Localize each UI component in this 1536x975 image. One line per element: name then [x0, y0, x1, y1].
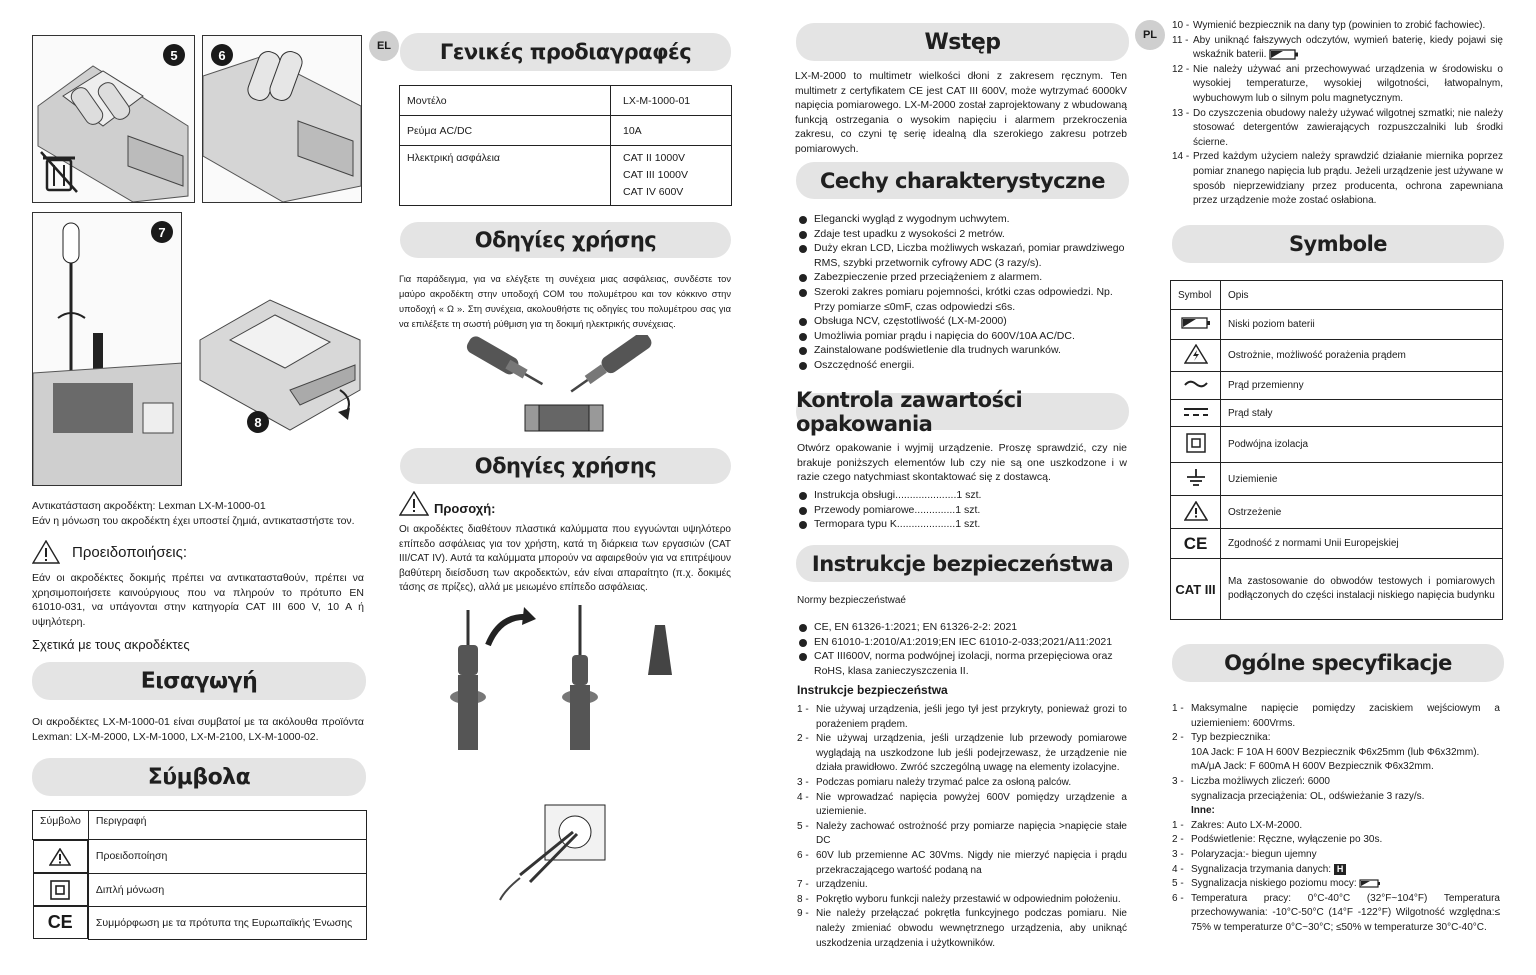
item-text: Do czyszczenia obudowy należy używać wilgotnej szmatki; nie należy stosować detergentów zawierających rozpuszczalniki lub środki ścierne. [1193, 107, 1503, 148]
list-item [797, 893, 1127, 908]
item-text: Typ bezpiecznika: [1191, 732, 1271, 744]
list-item [797, 791, 1127, 820]
intro-text-el: Οι ακροδέκτες LX-M-1000-01 είναι συμβατοί με τα ακόλουθα προϊόντα Lexman: LX-M-2000, LX-M-1000, LX-M-2100, LX-M-1000-02. [32, 716, 364, 743]
section-title-contents-pl: Kontrola zawartości opakowania [796, 393, 1129, 430]
item-number: 6 - [1172, 892, 1184, 904]
double-insulation-icon [50, 880, 70, 900]
list-item [1172, 790, 1500, 805]
ce-mark-icon: CE [1183, 533, 1208, 553]
item-text: Nie należy używać ani przechowywać urządzenia w środowisku o wysokiej temperaturze, wysokiej wilgotności, łatwopalnym, wybuchowym lub o silnym polu magnetycznym. [1193, 63, 1503, 104]
photo-probe-replacement [32, 212, 182, 486]
language-badge-pl: PL [1135, 20, 1165, 50]
item-number: 5 - [1172, 878, 1184, 890]
warning-icon [1184, 501, 1208, 521]
warnings-heading [32, 540, 187, 564]
list-item: CAT III600V, norma podwójnej izolacji, norma przepięciowa oraz RoHS, klasa zanieczyszczenia II. [797, 649, 1127, 678]
item-text: mA/μA Jack: F 600mA H 600V Bezpiecznik Φ6x32mm. [1191, 761, 1434, 773]
photo-battery-removal [32, 35, 195, 203]
spec-value-line: CAT III 1000V [623, 169, 688, 181]
list-item [797, 776, 1127, 791]
symbol-cell [33, 873, 88, 906]
section-title-usage-el: Οδηγίες χρήσης [400, 222, 731, 258]
symbol-desc: Ma zastosowanie do obwodów testowych i pomiarowych podłączonych do części instalacji niskiego napięcia budynku [1221, 559, 1503, 620]
low-battery-icon [1181, 317, 1211, 329]
symbols-table-pl [1170, 280, 1503, 620]
section-title-symbols-pl: Symbole [1172, 225, 1504, 263]
item-text-wrap [1193, 34, 1503, 63]
list-item [1172, 848, 1500, 863]
item-text: Nie wprowadzać napięcia powyżej 600V pomiędzy urządzenie a uziemienie. [816, 791, 1127, 818]
list-item: Duży ekran LCD, Liczba możliwych wskazań, pomiar prawdziwego RMS, szybki przetwornik cyfrowy ADC (3 razy/s). [797, 241, 1127, 270]
section-title-symbols-el: Σύμβολα [32, 758, 366, 796]
step-badge-5: 5 [163, 44, 185, 66]
list-item [1172, 63, 1503, 107]
spec-value [611, 146, 732, 206]
warning-icon [49, 848, 71, 866]
item-number: 1 - [1172, 819, 1184, 831]
symbols-header-symbol: Σύμβολο [33, 811, 89, 840]
section-title-general-pl: Ogólne specyfikacje [1172, 644, 1504, 682]
symbol-desc: Uziemienie [1221, 463, 1503, 496]
ce-mark-icon: CE [47, 912, 73, 932]
list-item [797, 820, 1127, 849]
symbol-cell [1171, 340, 1221, 372]
list-item [1172, 107, 1503, 151]
ac-icon [1184, 379, 1208, 389]
symbol-cell [1171, 400, 1221, 427]
symbol-desc: Prąd stały [1221, 400, 1503, 427]
item-number [1172, 790, 1191, 805]
item-number: 11 - [1172, 34, 1189, 46]
spec-value-line: CAT II 1000V [623, 152, 686, 164]
photo-battery-insert [202, 35, 362, 203]
item-number: 12 - [1172, 63, 1190, 75]
list-item: Termopara typu K....................1 szt. [797, 517, 1127, 532]
list-item [797, 703, 1127, 732]
section-title-specs-el: Γενικές προδιαγραφές [400, 33, 731, 71]
item-number: 4 - [797, 791, 809, 803]
item-text: 60V lub przemienne AC 30Vms. Nigdy nie mierzyć napięcia i prądu przekraczającego wartość podaną na [816, 849, 1127, 876]
warning-icon [32, 540, 60, 564]
item-number: 2 - [797, 733, 809, 745]
symbol-desc: Podwójna izolacja [1221, 427, 1503, 463]
caption-line-1: Αντικατάσταση ακροδέκτη: Lexman LX-M-1000-01 [32, 500, 266, 512]
item-number: 14 - [1172, 151, 1190, 163]
symbol-cell [1171, 529, 1221, 559]
symbol-cell [1171, 463, 1221, 496]
list-item: Obsługa NCV, częstotliwość (LX-M-2000) [797, 314, 1127, 329]
caution-text-el: Οι ακροδέκτες διαθέτουν πλαστικά καλύμματα που εγγυώνται υψηλότερο επίπεδο ασφάλειας για τον χρήστη, κατά τη διάρκεια των εργασιών (CAT III/CAT IV). Αυτά τα καλύμματα μπορούν να αφαιρεθούν για να επιτρέψουν βαθύτερη διείσδυση των ακροδεκτών, εάν είναι απαραίτητο (π.χ. δοκιμές τάσης σε πρίζες), αλλά με μειωμένο επίπεδο ασφάλειας. [399, 524, 731, 594]
symbol-cell [1171, 372, 1221, 400]
item-number [1172, 804, 1191, 819]
symbols-header-desc: Opis [1221, 281, 1503, 310]
warnings-title: Προειδοποιήσεις: [72, 543, 188, 561]
list-item: Zdaje test upadku z wysokości 2 metrów. [797, 227, 1127, 242]
list-item: Umożliwia pomiar prądu i napięcia do 600V/10A AC/DC. [797, 329, 1127, 344]
section-title-intro-el: Εισαγωγή [32, 662, 366, 700]
symbol-cell [33, 906, 88, 939]
item-text: Zakres: Auto LX-M-2000. [1191, 819, 1303, 831]
list-item [797, 849, 1127, 878]
fuse-test-illustration [455, 335, 665, 445]
symbol-desc: Ostrzeżenie [1221, 496, 1503, 529]
list-item [797, 907, 1127, 951]
symbols-header-desc: Περιγραφή [88, 811, 366, 840]
about-probes: Σχετικά με τους ακροδέκτες [32, 637, 190, 652]
spec-value-line: CAT IV 600V [623, 186, 684, 198]
item-number: 9 - [797, 908, 809, 920]
section-title-features-pl: Cechy charakterystyczne [796, 162, 1129, 199]
item-text: Wymienić bezpiecznik na dany typ (powinien to zrobić fachowiec). [1193, 20, 1486, 31]
item-number: 8 - [797, 893, 809, 905]
list-item [1172, 819, 1500, 834]
list-item: Elegancki wygląd z wygodnym uchwytem. [797, 212, 1127, 227]
photo-meter-stand [190, 280, 366, 450]
item-number: 7 - [797, 879, 809, 891]
list-item [1172, 804, 1500, 819]
symbol-cell [33, 840, 88, 873]
symbol-cell [1171, 310, 1221, 340]
list-item [1172, 150, 1503, 208]
list-item [1172, 746, 1500, 761]
caution-title: Προσοχή: [434, 501, 496, 516]
list-item [1172, 731, 1500, 746]
low-battery-icon [1359, 879, 1381, 888]
list-item [1172, 833, 1500, 848]
list-item [1172, 19, 1503, 34]
list-item: CE, EN 61326-1:2021; EN 61326-2-2: 2021 [797, 620, 1127, 635]
symbols-table-el [32, 810, 367, 940]
dc-icon [1183, 407, 1209, 417]
item-text: sygnalizacja przeciążenia: OL, odświeżanie 3 razy/s. [1191, 790, 1425, 802]
item-text: Nie używaj urządzenia, jeśli urządzenie lub przewody pomiarowe wyglądają na uszkodzone lub jeśli podejrzewasz, że urządzenie nie działa prawidłowo. Zwróć szczególną uwagę na elementy izolacyjne. [816, 733, 1127, 774]
list-item: Instrukcja obsługi.....................1 szt. [797, 488, 1127, 503]
list-item [1172, 892, 1500, 936]
item-text: Podświetlenie: Ręczne, wyłączenie po 30s. [1191, 834, 1383, 846]
item-text-wrap [1191, 877, 1500, 892]
item-text: Liczba możliwych zliczeń: 6000 [1191, 775, 1330, 787]
contents-list [797, 488, 1127, 532]
item-number [1172, 760, 1191, 775]
symbol-desc: Prąd przemienny [1221, 372, 1503, 400]
list-item: Oszczędność energii. [797, 358, 1127, 373]
caption-line-2: Εάν η μόνωση του ακροδέκτη έχει υποστεί ζημιά, αντικαταστήστε τον. [32, 514, 355, 527]
item-number: 3 - [1172, 848, 1184, 860]
item-number: 3 - [797, 776, 809, 788]
item-text: Nie należy przełączać pokrętła funkcyjnego podczas pomiaru. Nie należy zmieniać obwodu wewnętrznego urządzenia, aby uniknąć uszkodzenia urządzenia i użytkowników. [816, 908, 1127, 949]
list-item: Szeroki zakres pomiaru pojemności, krótki czas odpowiedzi. Np. Przy pomiarze ≤0mF, czas odpowiedzi ≤6s. [797, 285, 1127, 314]
list-item: Zainstalowane podświetlenie dla trudnych warunków. [797, 343, 1127, 358]
low-battery-icon [1269, 49, 1299, 60]
usage-text-el: Για παράδειγμα, για να ελέγξετε τη συνέχεια μιας ασφάλειας, συνδέστε τον μαύρο ακροδέκτη στην υποδοχή COM του πολυμέτρου και τον κόκκινο στην υποδοχή « Ω ». Στη συνέχεια, ακολουθήστε τις οδηγίες του πολυμέτρου σας για να επιλέξετε τη σωστή ρύθμιση για τη δοκιμή ηλεκτρικής συνέχειας. [399, 274, 731, 329]
list-item [1172, 863, 1500, 878]
item-text: Polaryzacja:- biegun ujemny [1191, 848, 1317, 860]
list-item: Zabezpieczenie przed przeciążeniem z alarmem. [797, 270, 1127, 285]
symbols-header-symbol: Symbol [1171, 281, 1221, 310]
contents-text: Otwórz opakowanie i wyjmij urządzenie. Proszę sprawdzić, czy nie brakuje poniższych elementów lub czy nie są one uszkodzone i w razie czego natychmiast skontaktować się z dostawcą. [797, 442, 1127, 484]
spec-value: 10A [611, 116, 732, 146]
item-text: Sygnalizacja niskiego poziomu mocy: [1191, 878, 1357, 890]
spec-value: LX-M-1000-01 [611, 86, 732, 116]
symbol-cell [1171, 559, 1221, 620]
symbol-desc: Ostrożnie, możliwość porażenia prądem [1221, 340, 1503, 372]
spec-key: Ρεύμα AC/DC [400, 116, 611, 146]
cat-iii-icon: CAT III [1175, 581, 1216, 597]
list-item [1172, 34, 1503, 63]
item-number: 1 - [797, 704, 809, 715]
item-text: Przed każdym użyciem należy sprawdzić działanie miernika poprzez pomiar znanego napięcia lub prądu. Jeżeli urządzenie jest używane w sposób nieprzewidziany przez producenta, ochrona zapewniana przez urządzenie może zostać osłabiona. [1193, 151, 1503, 207]
item-number: 2 - [1172, 732, 1184, 744]
item-number: 10 - [1172, 20, 1190, 31]
item-text-wrap [1191, 863, 1500, 878]
symbol-cell [1171, 496, 1221, 529]
list-item [797, 878, 1127, 893]
symbol-desc: Διπλή μόνωση [88, 873, 366, 906]
language-badge-el: EL [369, 31, 399, 61]
general-specs-list [1172, 702, 1500, 936]
symbol-desc: Zgodność z normami Unii Europejskiej [1221, 529, 1503, 559]
item-number: 1 - [1172, 703, 1184, 714]
symbol-cell [1171, 427, 1221, 463]
item-text: Pokrętło wyboru funkcji należy przestawić w odpowiednim położeniu. [816, 893, 1121, 905]
symbol-desc: Συμμόρφωση με τα πρότυπα της Ευρωπαϊκής Ένωσης [88, 906, 366, 939]
item-text: Inne: [1191, 805, 1215, 817]
list-item: Przewody pomiarowe..............1 szt. [797, 503, 1127, 518]
step-badge-6: 6 [211, 44, 233, 66]
list-item [797, 732, 1127, 776]
data-hold-icon: H [1334, 864, 1347, 875]
list-item [1172, 775, 1500, 790]
item-text: Maksymalne napięcie pomiędzy zaciskiem wejściowym a uziemieniem: 600Vrms. [1191, 703, 1500, 729]
specs-table-el [399, 85, 732, 206]
symbol-desc: Προειδοποίηση [88, 840, 366, 874]
step-badge-8: 8 [247, 411, 269, 433]
item-text: urządzeniu. [816, 879, 868, 891]
list-item: EN 61010-1:2010/A1:2019;EN IEC 61010-2-033;2021/A11:2021 [797, 635, 1127, 650]
outlet-test-illustration [495, 800, 615, 905]
section-title-usage2-el: Οδηγίες χρήσης [400, 448, 731, 484]
safety-subheading: Instrukcje bezpieczeństwa [797, 683, 948, 697]
item-number: 3 - [1172, 775, 1184, 787]
item-number: 13 - [1172, 107, 1190, 119]
item-text: Aby uniknąć fałszywych odczytów, wymień baterię, kiedy pojawi się wskaźnik baterii. [1193, 34, 1503, 61]
item-number: 4 - [1172, 863, 1184, 875]
section-title-safety-pl: Instrukcje bezpieczeństwa [796, 545, 1129, 582]
item-number [1172, 746, 1191, 761]
norms-label: Normy bezpieczeństwaé [797, 595, 906, 606]
warning-icon [399, 491, 429, 516]
section-title-intro-pl: Wstęp [796, 23, 1129, 61]
item-number: 2 - [1172, 834, 1184, 846]
item-text: Nie używaj urządzenia, jeśli jego tył jest przykryty, ponieważ grozi to porażeniem prądem. [816, 704, 1127, 730]
list-item [1172, 760, 1500, 775]
features-list [797, 212, 1127, 373]
safety-list-continued [1172, 19, 1503, 209]
item-text: Temperatura pracy: 0°C-40°C (32°F~104°F) Temperatura przechowywania: -10°C-50°C (14°F -122°F) Wilgotność względna:≤ 75% w temperaturze 0°C~30°C; ≤50% w temperaturze 30°C-40°C. [1191, 892, 1500, 933]
spec-key: Μοντέλο [400, 86, 611, 116]
intro-text-pl: LX-M-2000 to multimetr wielkości dłoni z zakresem ręcznym. Ten multimetr z certyfikatem CE jest CAT III 600V, może wytrzymać 6000kV napięcia pomiarowego. LX-M-2000 został zaprojektowany z wbudowaną funkcją ostrzegania o wysokim napięciu i alarmem przekroczenia zakresu, co czyni tę serię idealną dla szerokiego zakresu potrzeb pomiarowych. [795, 71, 1127, 155]
item-number: 6 - [797, 849, 809, 861]
symbol-desc: Niski poziom baterii [1221, 310, 1503, 340]
safety-list [797, 703, 1127, 951]
caution-heading [399, 491, 496, 516]
item-text: Należy zachować ostrożność przy pomiarze napięcia >napięcie stałe DC [816, 820, 1127, 847]
spec-key: Ηλεκτρική ασφάλεια [400, 146, 611, 206]
double-insulation-icon [1186, 433, 1206, 453]
item-number: 5 - [797, 820, 809, 832]
step-badge-7: 7 [151, 221, 173, 243]
item-text: Podczas pomiaru należy trzymać palce za osłoną palców. [816, 776, 1072, 788]
item-text: Sygnalizacja trzymania danych: [1191, 863, 1332, 875]
probe-covers-illustration [440, 605, 700, 755]
list-item [1172, 702, 1500, 731]
item-text: 10A Jack: F 10A H 600V Bezpiecznik Φ6x25mm (lub Φ6x32mm). [1191, 746, 1480, 758]
shock-hazard-icon [1184, 344, 1208, 364]
warnings-text: Εάν οι ακροδέκτες δοκιμής πρέπει να αντικατασταθούν, πρέπει να χρησιμοποιήσετε καινούργιους που να πληρούν το πρότυπο EN 61010-031, να υπάγονται στην κατηγορία CAT III 600 V, 10 A ή υψηλότερη. [32, 572, 364, 628]
ground-icon [1185, 468, 1207, 488]
list-item [1172, 877, 1500, 892]
probe-replacement-caption [32, 499, 367, 528]
norms-list [797, 620, 1127, 678]
